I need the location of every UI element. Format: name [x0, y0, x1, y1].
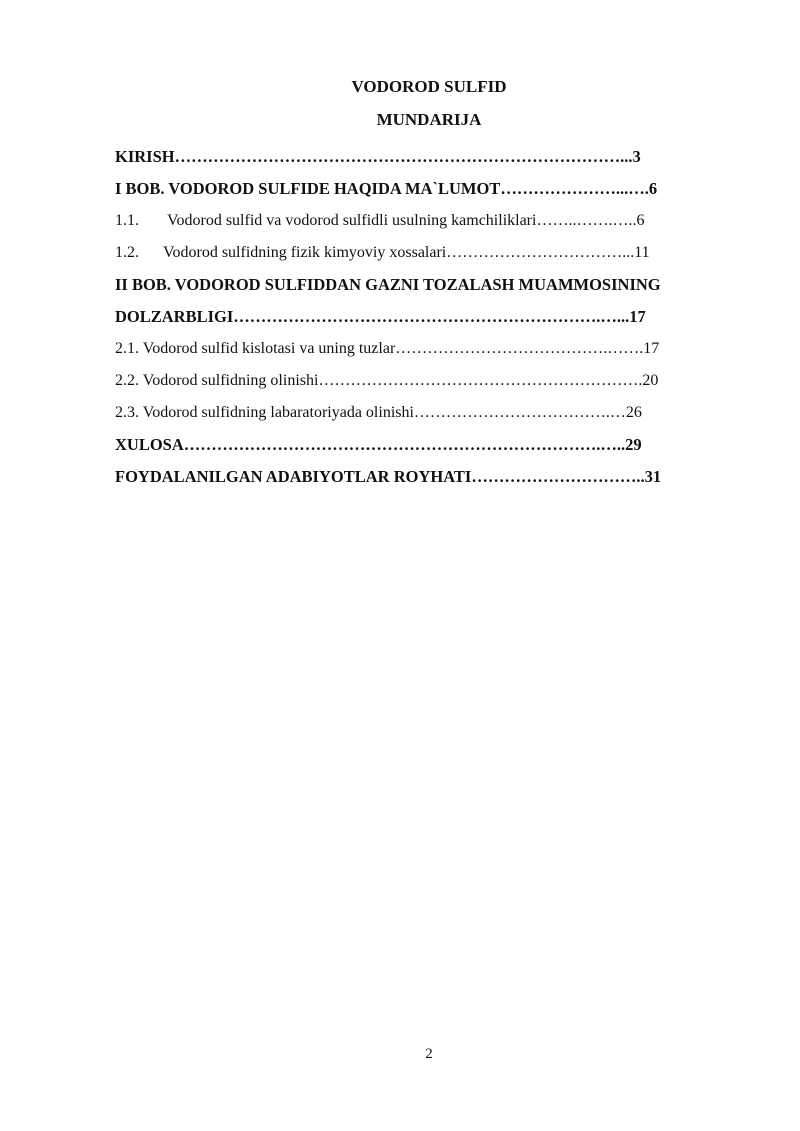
toc-entry-1-1	[115, 205, 745, 237]
toc-entry-kirish: KIRISH………………………………………………………………………...3	[115, 147, 641, 166]
toc-entry-2-2: 2.2. Vodorod sulfidning olinishi…………………………………………………….20	[115, 372, 659, 389]
toc-entry-number: 1.1.	[115, 212, 139, 229]
toc-heading: MUNDARIJA	[376, 110, 482, 129]
page-number: 2	[425, 1046, 433, 1062]
document-title: VODOROD SULFID	[351, 77, 507, 96]
table-of-contents	[115, 141, 745, 493]
toc-entry-chapter-1: I BOB. VODOROD SULFIDE HAQIDA MA`LUMOT…………………...….6	[115, 179, 658, 198]
toc-entry-xulosa: XULOSA………………………………………………………………….…..29	[115, 435, 642, 454]
toc-entry-number: 1.2.	[115, 244, 139, 261]
toc-entry-chapter-2-cont: DOLZARBLIGI………………………………………………………….…...17	[115, 307, 646, 326]
toc-entry-text: Vodorod sulfidning fizik kimyoviy xossalari……………………………...11	[163, 244, 650, 261]
toc-entry-2-1: 2.1. Vodorod sulfid kislotasi va uning tuzlar………………………………….…….17	[115, 340, 660, 357]
toc-entry-1-2	[115, 237, 745, 269]
toc-entry-references: FOYDALANILGAN ADABIYOTLAR ROYHATI…………………………..31	[115, 467, 662, 486]
toc-entry-2-3: 2.3. Vodorod sulfidning labaratoriyada olinishi……………………………….…26	[115, 404, 642, 421]
toc-entry-chapter-2: II BOB. VODOROD SULFIDDAN GAZNI TOZALASH MUAMMOSINING	[115, 275, 661, 294]
toc-entry-text: Vodorod sulfid va vodorod sulfidli usulning kamchiliklari……..…….…..6	[167, 212, 645, 229]
